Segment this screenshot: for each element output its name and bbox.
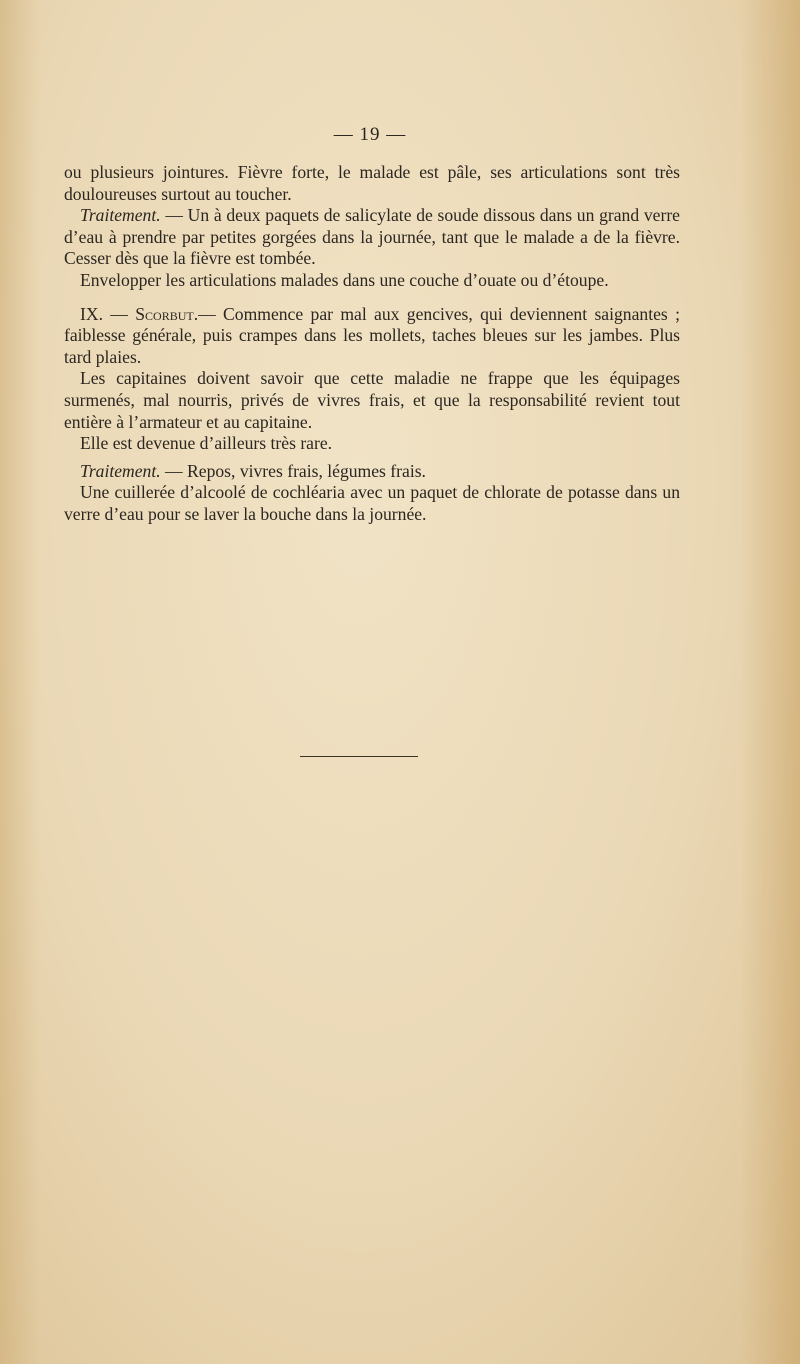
body-text [64,162,680,526]
paragraph-captains [64,368,680,433]
paragraph-text: Envelopper les articulations malades dans une couche d’ouate ou d’étoupe. [80,269,609,290]
paragraph-spoonful [64,482,680,525]
section-heading: Scorbut. [135,303,199,324]
end-rule [300,756,418,757]
paragraph-text: Elle est devenue d’ailleurs très rare. [80,433,333,454]
page-number: — 19 — [333,124,407,145]
paragraph-text: Les capitaines doivent savoir que cette maladie ne frappe que les équipages surmenés, mal nourris, privés de vivres frais, et que la responsabilité revient tout entière à l’armateur et au capitaine. [64,368,680,432]
paragraph-text: — Commence par mal aux gencives, qui deviennent saignantes ; faiblesse générale, puis crampes dans les mollets, taches bleues sur les jambes. Plus tard plaies. [64,303,680,367]
paragraph-rare [64,433,680,455]
page-shadow-left [0,0,40,1364]
paragraph-continuation [64,162,680,205]
paragraph-treatment-2 [64,461,680,483]
page-shadow-right [740,0,800,1364]
section-numeral: IX. — [80,303,136,324]
paragraph-text: — Un à deux paquets de salicylate de soude dissous dans un grand verre d’eau à prendre par petites gorgées dans la journée, tant que le malade a de la fièvre. Cesser dès que la fièvre est tombée. [64,205,680,269]
treatment-label: Traitement. [80,205,161,226]
paragraph-text: Une cuillerée d’alcoolé de cochléaria avec un paquet de chlorate de potasse dans un verre d’eau pour se laver la bouche dans la journée. [64,482,680,524]
treatment-label: Traitement. [80,460,161,481]
paragraph-text: ou plusieurs jointures. Fièvre forte, le malade est pâle, ses articulations sont très douloureuses surtout au toucher. [64,162,680,204]
paragraph-text: — Repos, vivres frais, légumes frais. [160,460,426,481]
paragraph-wrap-joints [64,270,680,292]
paragraph-treatment-1 [64,205,680,270]
section-scorbut [64,304,680,369]
